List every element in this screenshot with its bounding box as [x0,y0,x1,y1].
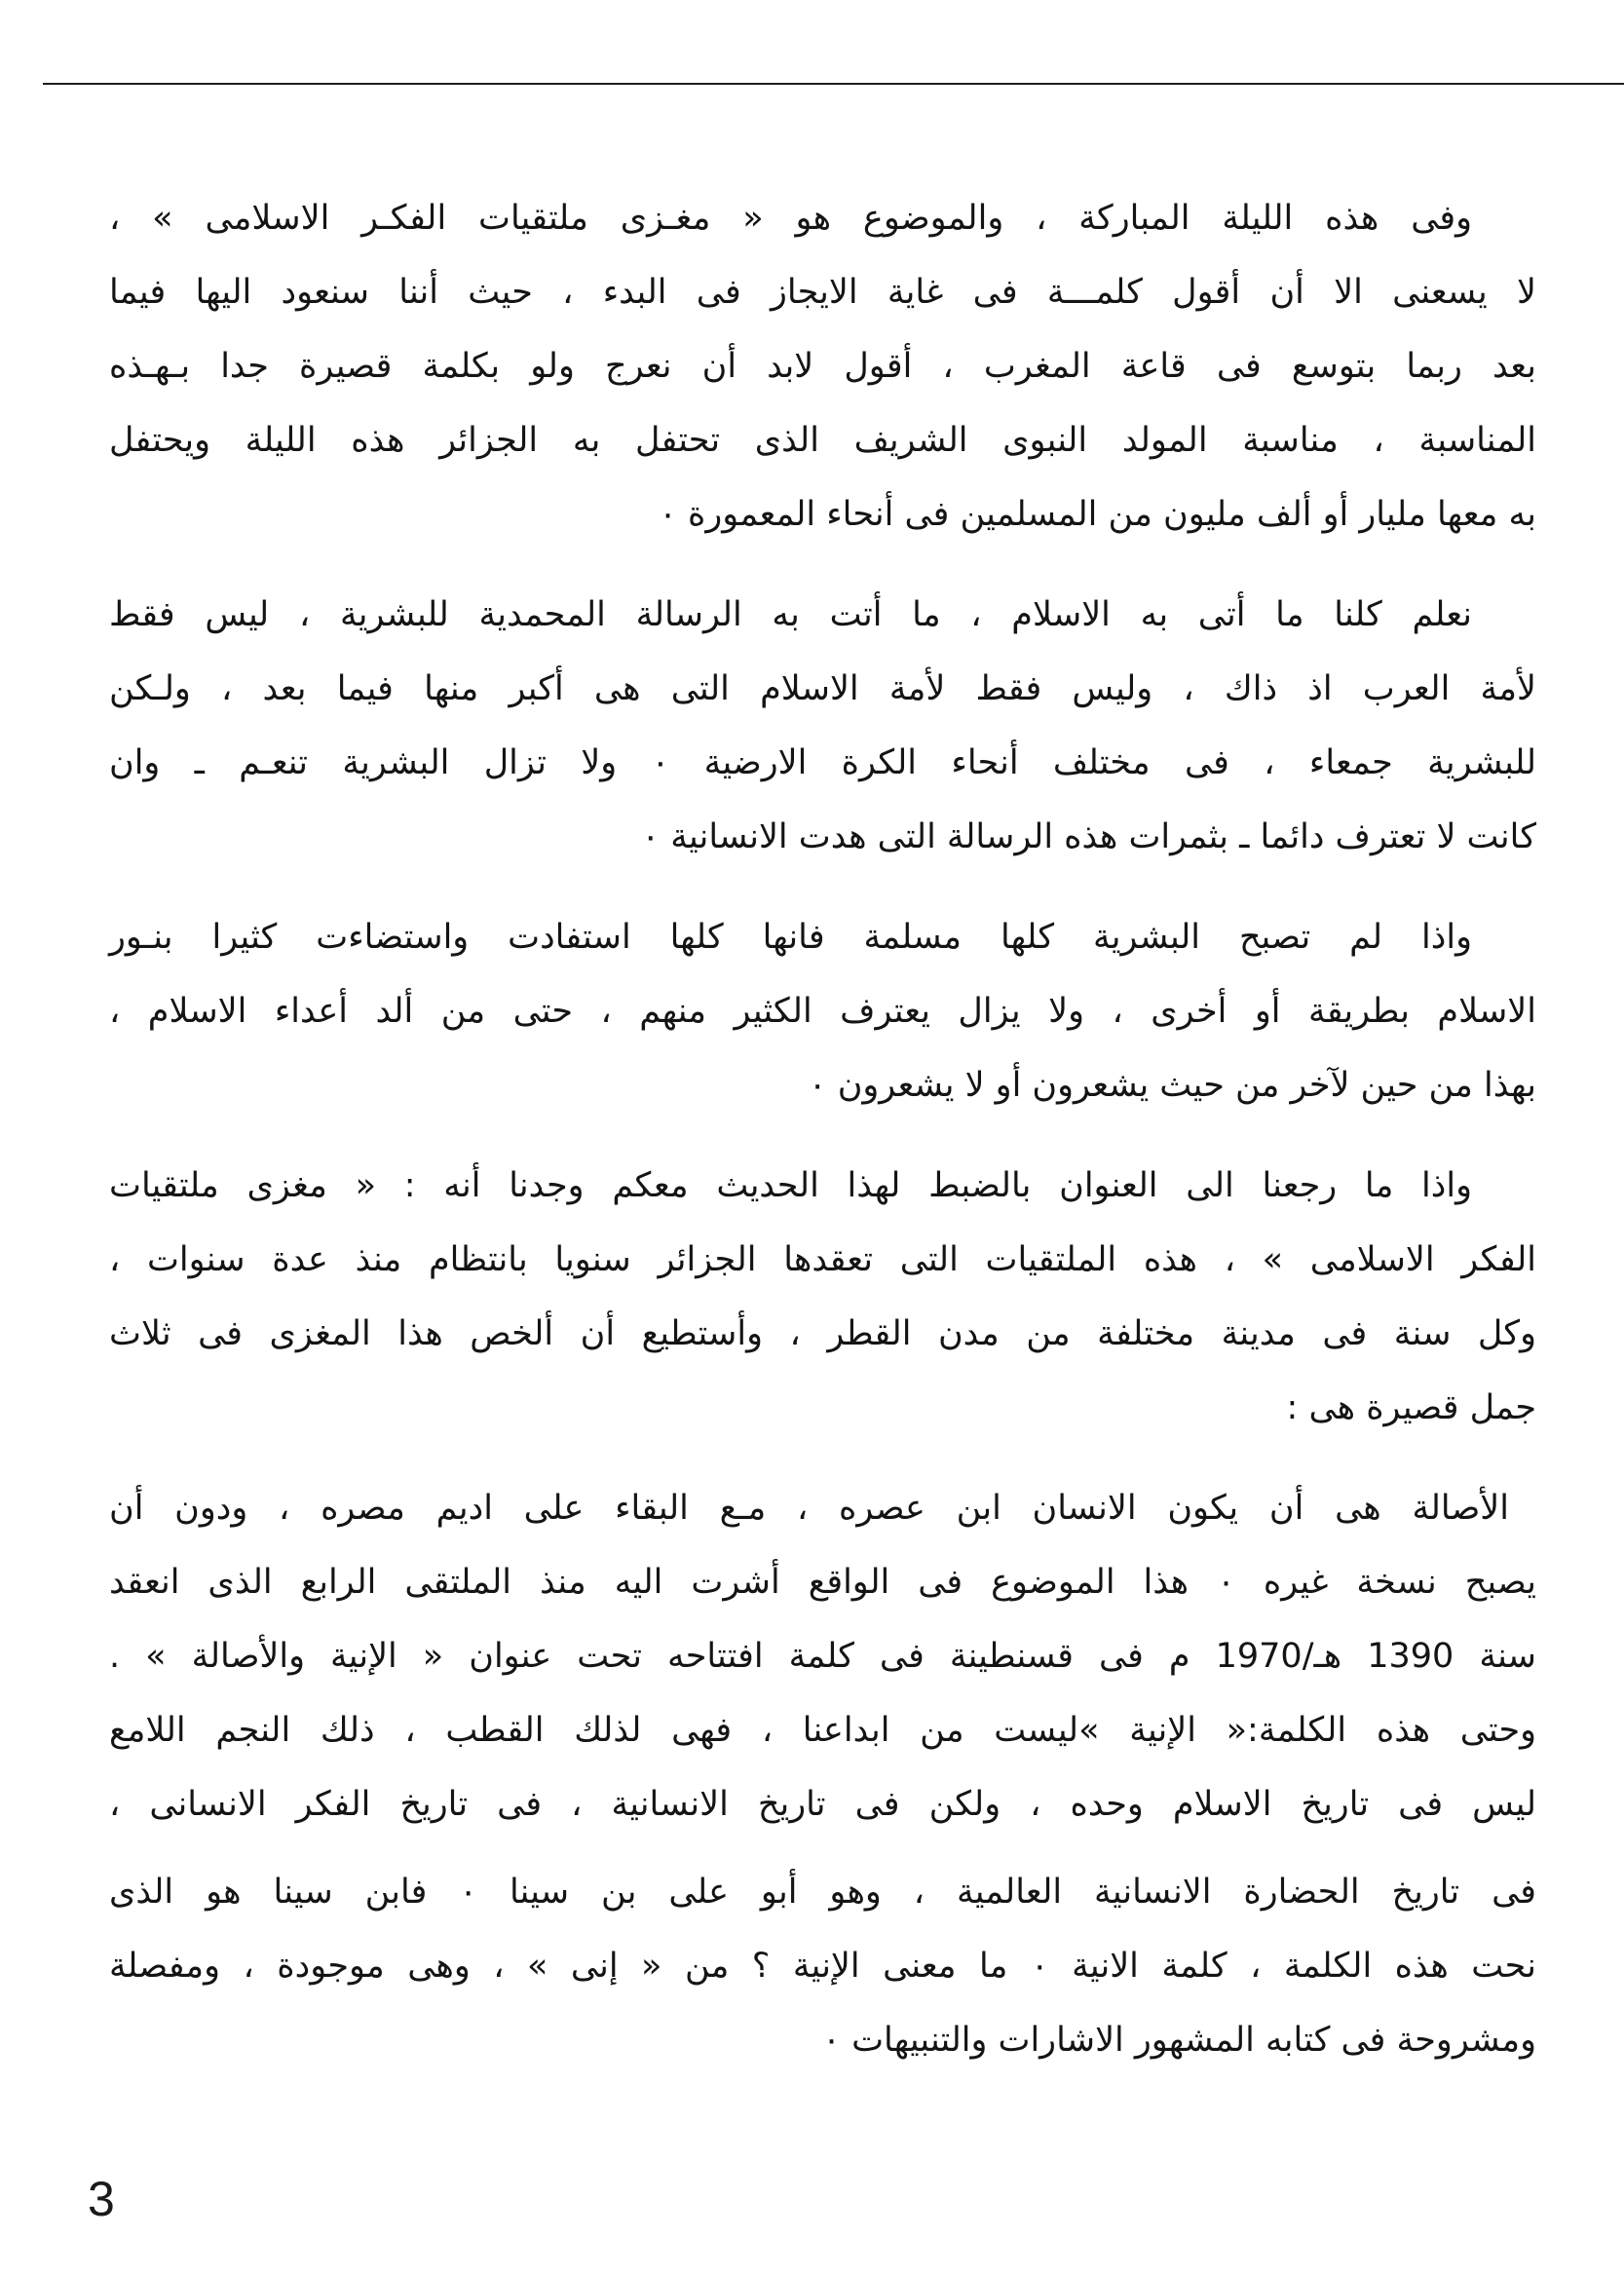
paragraph [109,578,1536,874]
text-line: جمل قصيرة هى : [1286,1388,1536,1427]
paragraph [109,1471,1536,2077]
text-line: بعد ربما بتوسع فى قاعة المغرب ، أقول لابد أن نعرج ولو بكلمة قصيرة جدا بـهـذه [109,347,1536,386]
header-rule [43,83,1624,85]
text-line: سنة 1390 هـ/1970 م فى قسنطينة فى كلمة افتتاحه تحت عنوان « الإنية والأصالة » . [109,1637,1537,1676]
text-line: للبشرية جمعاء ، فى مختلف أنحاء الكرة الارضية ٠ ولا تزال البشرية تنعـم ـ وان [109,743,1536,782]
text-line: لا يسعنى الا أن أقول كلمـــة فى غاية الايجاز فى البدء ، حيث أننا سنعود اليها فيما [109,273,1536,312]
text-line: ليس فى تاريخ الاسلام وحده ، ولكن فى تاريخ الانسانية ، فى تاريخ الفكر الانسانى ، [109,1785,1536,1824]
paragraph [109,1149,1536,1445]
text-line: لأمة العرب اذ ذاك ، وليس فقط لأمة الاسلام التى هى أكبر منها فيما بعد ، ولـكن [109,669,1536,708]
text-line: المناسبة ، مناسبة المولد النبوى الشريف الذى تحتفل به الجزائر هذه الليلة ويحتفل [109,421,1536,460]
text-line: وكل سنة فى مدينة مختلفة من مدن القطر ، وأستطيع أن ألخص هذا المغزى فى ثلاث [109,1314,1536,1353]
text-line: الأصالة هى أن يكون الانسان ابن عصره ، مـع البقاء على اديم مصره ، ودون أن [109,1489,1509,1528]
text-line: الاسلام بطريقة أو أخرى ، ولا يزال يعترف الكثير منهم ، حتى من ألد أعداء الاسلام ، [109,992,1536,1031]
text-line: وفى هذه الليلة المباركة ، والموضوع هو « مغـزى ملتقيات الفكـر الاسلامى » ، [109,199,1472,238]
paragraph [109,900,1536,1122]
body-text [109,181,1536,2077]
text-line: به معها مليار أو ألف مليون من المسلمين فى أنحاء المعمورة ٠ [659,495,1536,534]
paragraph [109,181,1536,551]
text-line: كانت لا تعترف دائما ـ بثمرات هذه الرسالة التى هدت الانسانية ٠ [641,817,1536,856]
text-line: نعلم كلنا ما أتى به الاسلام ، ما أتت به الرسالة المحمدية للبشرية ، ليس فقط [109,595,1472,634]
text-line: ومشروحة فى كتابه المشهور الاشارات والتنبيهات ٠ [822,2021,1536,2060]
text-line: نحت هذه الكلمة ، كلمة الانية ٠ ما معنى الإنية ؟ من « إنى » ، وهى موجودة ، ومفصلة [109,1947,1536,1986]
text-line: الفكر الاسلامى » ، هذه الملتقيات التى تعقدها الجزائر سنويا بانتظام منذ عدة سنوات ، [109,1240,1536,1279]
text-line: وحتى هذه الكلمة:« الإنية »ليست من ابداعنا ، فهى لذلك القطب ، ذلك النجم اللامع [109,1711,1536,1750]
text-line: يصبح نسخة غيره ٠ هذا الموضوع فى الواقع أشرت اليه منذ الملتقى الرابع الذى انعقد [109,1563,1536,1602]
text-line: بهذا من حين لآخر من حيث يشعرون أو لا يشعرون ٠ [808,1066,1536,1105]
page-number: 3 [88,2172,115,2226]
text-line: واذا لم تصبح البشرية كلها مسلمة فانها كلها استفادت واستضاءت كثيرا بنـور [109,918,1472,957]
text-line: واذا ما رجعنا الى العنوان بالضبط لهذا الحديث معكم وجدنا أنه : « مغزى ملتقيات [109,1166,1472,1205]
text-line: فى تاريخ الحضارة الانسانية العالمية ، وهو أبو على بن سينا ٠ فابن سينا هو الذى [109,1873,1536,1912]
